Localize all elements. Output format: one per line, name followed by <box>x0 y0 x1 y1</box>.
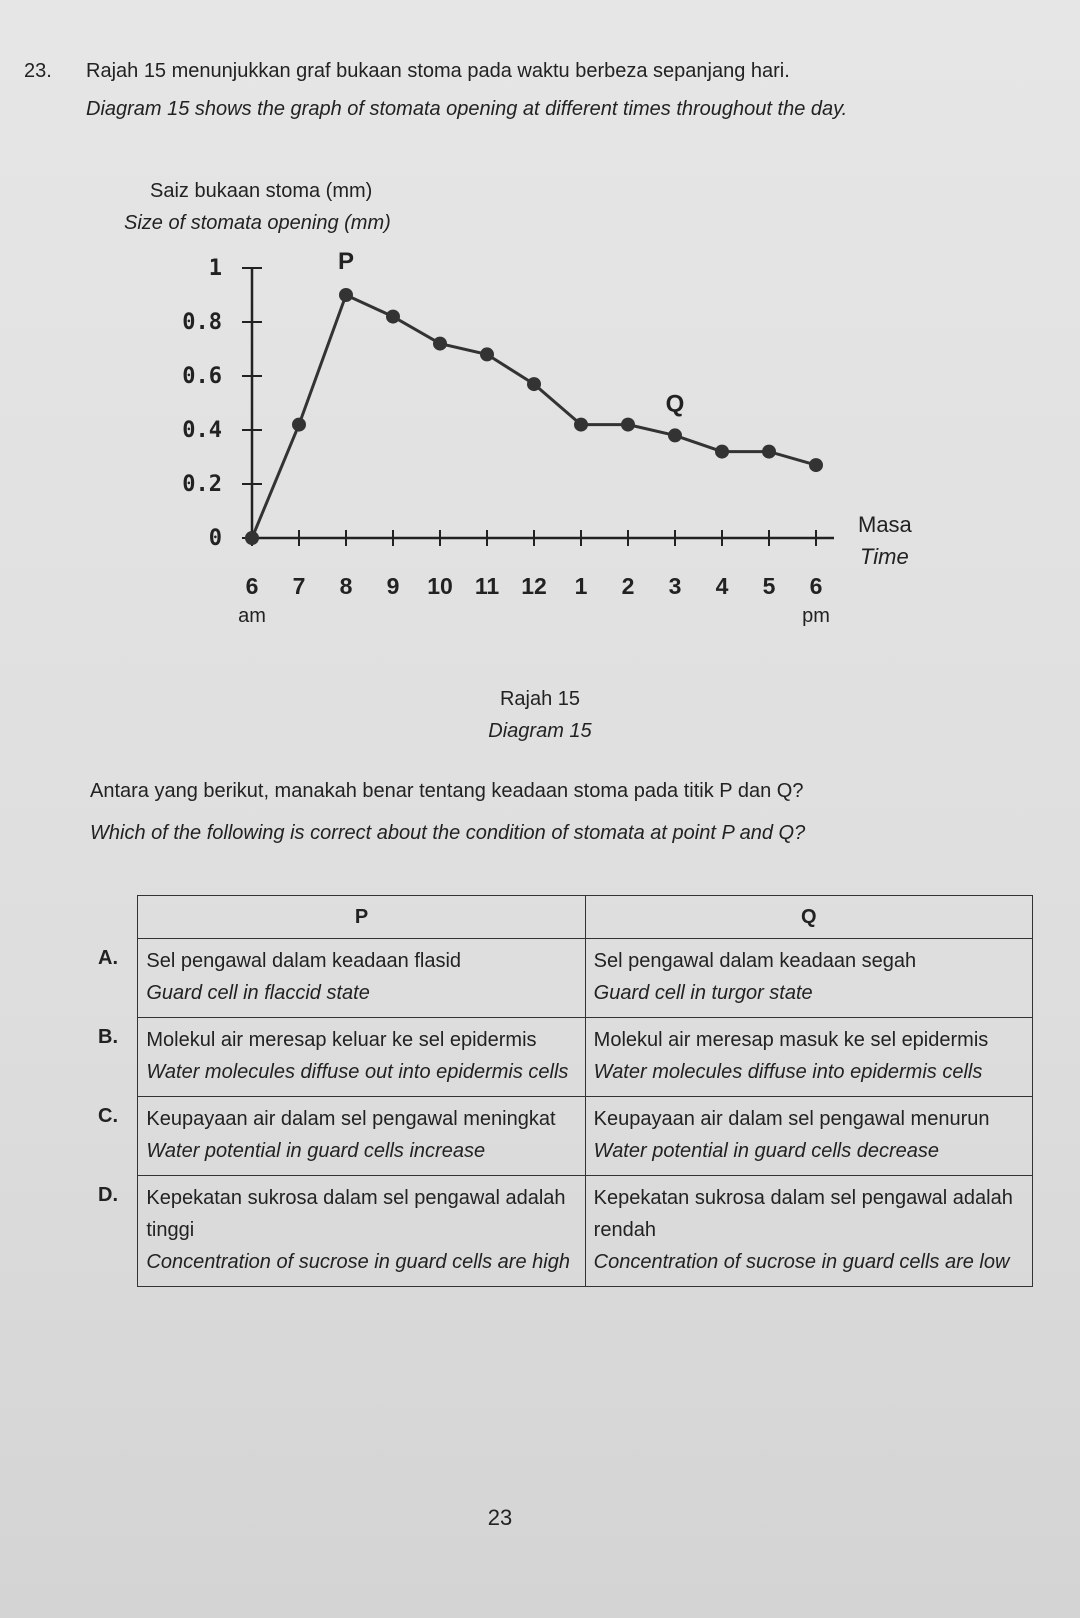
option-p-malay: Keupayaan air dalam sel pengawal meningkat <box>146 1108 556 1130</box>
table-header-row <box>98 896 1033 939</box>
y-axis-label-malay: Saiz bukaan stoma (mm) <box>150 180 373 202</box>
am-label: am <box>238 605 266 627</box>
x-axis-label-malay: Masa <box>858 512 912 537</box>
option-q-cell <box>585 1097 1032 1176</box>
x-tick-label: 7 <box>292 573 306 599</box>
question-stem-malay: Antara yang berikut, manakah benar tentang keadaan stoma pada titik P dan Q? <box>90 780 804 802</box>
column-header-p: P <box>138 896 585 939</box>
data-point <box>245 531 259 545</box>
option-p-english: Guard cell in flaccid state <box>146 982 370 1004</box>
answer-options-table <box>98 895 1033 1287</box>
option-row[interactable] <box>98 939 1033 1018</box>
diagram-caption-english: Diagram 15 <box>488 720 592 742</box>
option-q-malay: Sel pengawal dalam keadaan segah <box>593 950 917 972</box>
option-p-cell <box>138 1097 585 1176</box>
question-stem-english: Which of the following is correct about the condition of stomata at point P and Q? <box>90 822 806 844</box>
option-letter[interactable]: C. <box>98 1104 118 1127</box>
stomata-opening-line-chart <box>0 0 1080 680</box>
x-axis-label-english: Time <box>860 544 909 569</box>
y-tick-label: 0 <box>208 526 222 551</box>
column-header-q: Q <box>585 896 1032 939</box>
option-q-malay: Molekul air meresap masuk ke sel epidermis <box>593 1029 989 1051</box>
y-tick-label: 0.2 <box>182 472 222 497</box>
data-point <box>668 428 682 442</box>
diagram-caption-malay: Rajah 15 <box>499 688 581 710</box>
question-number: 23. <box>24 60 52 82</box>
data-point <box>292 418 306 432</box>
data-point <box>339 288 353 302</box>
x-tick-label: 9 <box>386 573 400 599</box>
data-point <box>621 418 635 432</box>
data-point <box>574 418 588 432</box>
y-axis-label-english: Size of stomata opening (mm) <box>124 212 391 234</box>
data-point <box>433 337 447 351</box>
data-point <box>480 347 494 361</box>
option-q-english: Guard cell in turgor state <box>593 982 813 1004</box>
option-p-malay: Sel pengawal dalam keadaan flasid <box>146 950 462 972</box>
x-tick-label: 12 <box>521 573 547 599</box>
data-point <box>715 445 729 459</box>
option-q-cell <box>585 1176 1032 1287</box>
option-p-cell <box>138 1176 585 1287</box>
option-p-english: Water potential in guard cells increase <box>146 1140 486 1162</box>
x-tick-label: 10 <box>427 573 453 599</box>
data-series-line <box>252 295 816 538</box>
data-point <box>527 377 541 391</box>
option-p-cell <box>138 939 585 1018</box>
y-tick-label: 0.8 <box>182 310 222 335</box>
option-row[interactable] <box>98 1176 1033 1287</box>
option-q-english: Water molecules diffuse into epidermis cells <box>593 1061 983 1083</box>
option-q-cell <box>585 1018 1032 1097</box>
data-point <box>386 310 400 324</box>
x-tick-label: 4 <box>715 573 729 599</box>
option-p-malay: Kepekatan sukrosa dalam sel pengawal adalah tinggi <box>146 1187 566 1241</box>
y-tick-label: 1 <box>208 256 222 281</box>
option-row[interactable] <box>98 1018 1033 1097</box>
x-tick-label: 2 <box>621 573 635 599</box>
data-point <box>762 445 776 459</box>
option-q-malay: Kepekatan sukrosa dalam sel pengawal adalah rendah <box>593 1187 1013 1241</box>
x-tick-label: 8 <box>339 573 353 599</box>
data-point <box>809 458 823 472</box>
option-q-cell <box>585 939 1032 1018</box>
option-letter[interactable]: B. <box>98 1025 118 1048</box>
option-p-malay: Molekul air meresap keluar ke sel epidermis <box>146 1029 537 1051</box>
option-letter[interactable]: A. <box>98 946 118 969</box>
page-number: 23 <box>487 1505 513 1530</box>
point-label-q: Q <box>665 390 685 418</box>
x-tick-label: 3 <box>668 573 682 599</box>
option-p-english: Water molecules diffuse out into epidermis cells <box>146 1061 569 1083</box>
option-row[interactable] <box>98 1097 1033 1176</box>
option-q-english: Water potential in guard cells decrease <box>593 1140 940 1162</box>
pm-label: pm <box>802 605 830 627</box>
option-letter[interactable]: D. <box>98 1183 118 1206</box>
option-q-english: Concentration of sucrose in guard cells are low <box>593 1251 1010 1273</box>
question-text-malay: Rajah 15 menunjukkan graf bukaan stoma pada waktu berbeza sepanjang hari. <box>86 60 790 82</box>
x-tick-label: 11 <box>474 573 500 599</box>
x-tick-label: 1 <box>574 573 588 599</box>
x-tick-label: 5 <box>762 573 776 599</box>
y-tick-label: 0.6 <box>182 364 222 389</box>
option-p-cell <box>138 1018 585 1097</box>
point-label-p: P <box>337 248 355 275</box>
x-tick-label: 6 <box>809 573 823 599</box>
x-tick-label: 6 <box>245 573 259 599</box>
y-tick-label: 0.4 <box>182 418 222 443</box>
option-p-english: Concentration of sucrose in guard cells are high <box>146 1251 570 1273</box>
option-q-malay: Keupayaan air dalam sel pengawal menurun <box>593 1108 990 1130</box>
question-text-english: Diagram 15 shows the graph of stomata opening at different times throughout the day. <box>86 98 848 120</box>
